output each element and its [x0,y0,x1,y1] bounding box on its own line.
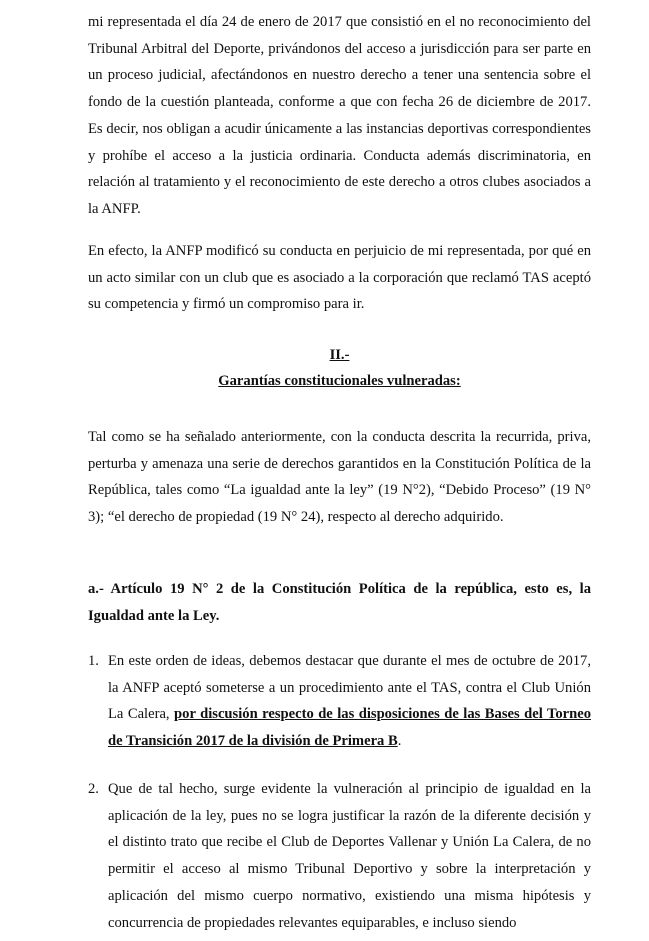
list-item-text-end: . [397,733,402,750]
paragraph-1: mi representada el día 24 de enero de 2017 que consistió en el no reconocimiento del Tribunal Arbitral del Deporte, privándonos del acceso a jurisdicción para ser parte en un proceso judicial, afectándonos en nuestro derecho a tener una sentencia sobre el fondo de la cuestión planteada, conforme a que con fecha 26 de diciembre de 2017. Es decir, nos obligan a acudir únicamente a las instancias deportivas correspondientes y prohíbe el acceso a la justicia ordinaria. Conducta además discriminatoria, en relación al tratamiento y el reconocimiento de este derecho a otros clubes asociados a la ANFP. [88,14,591,217]
list-item [88,776,591,936]
paragraph-2: En efecto, la ANFP modificó su conducta en perjuicio de mi representada, por qué en un acto similar con un club que es asociado a la corporación que reclamó TAS aceptó su competencia y firmó un compromiso para ir. [88,243,591,313]
list-item [88,648,591,755]
list-item-body [108,776,591,936]
paragraph-3: Tal como se ha señalado anteriormente, con la conducta descrita la recurrida, priva, perturba y amenaza una serie de derechos garantidos en la Constitución Política de la República, tales como “La igualdad ante la ley” (19 N°2), “Debido Proceso” (19 N° 3); “el derecho de propiedad (19 N° 24), respecto al derecho adquirido. [88,429,591,526]
subheading-article-19: a.- Artículo 19 N° 2 de la Constitución Política de la república, esto es, la Igualdad ante la Ley. [88,581,591,624]
section-number: II.- [329,347,350,363]
list-item-text: En este orden de ideas, debemos destacar que durante el mes de octubre de 2017, la ANFP aceptó someterse a un procedimiento ante el TAS, contra el Club Unión La Calera, [108,653,591,723]
list-item-text: Que de tal hecho, surge evidente la vulneración al principio de igualdad en la aplicación de la ley, pues no se logra justificar la razón de la diferente decisión y el distinto trato que recibe el Club de Deportes Vallenar y Unión La Calera, de no permitir el acceso al mismo Tribunal Deportivo y sobre la interpretación y aplicación del mismo cuerpo normativo, existiendo una misma hipótesis y concurrencia de propiedades relevantes equiparables, e incluso siendo [108,781,591,931]
list-item-body [108,648,591,755]
list-item-number: 1. [88,653,99,669]
list-item-number: 2. [88,781,99,797]
section-title: Garantías constitucionales vulneradas: [218,373,461,389]
list-item-emphasis: por discusión respecto de las disposiciones de las Bases del Torneo de Transición 2017 de la división de Primera B [108,706,591,750]
